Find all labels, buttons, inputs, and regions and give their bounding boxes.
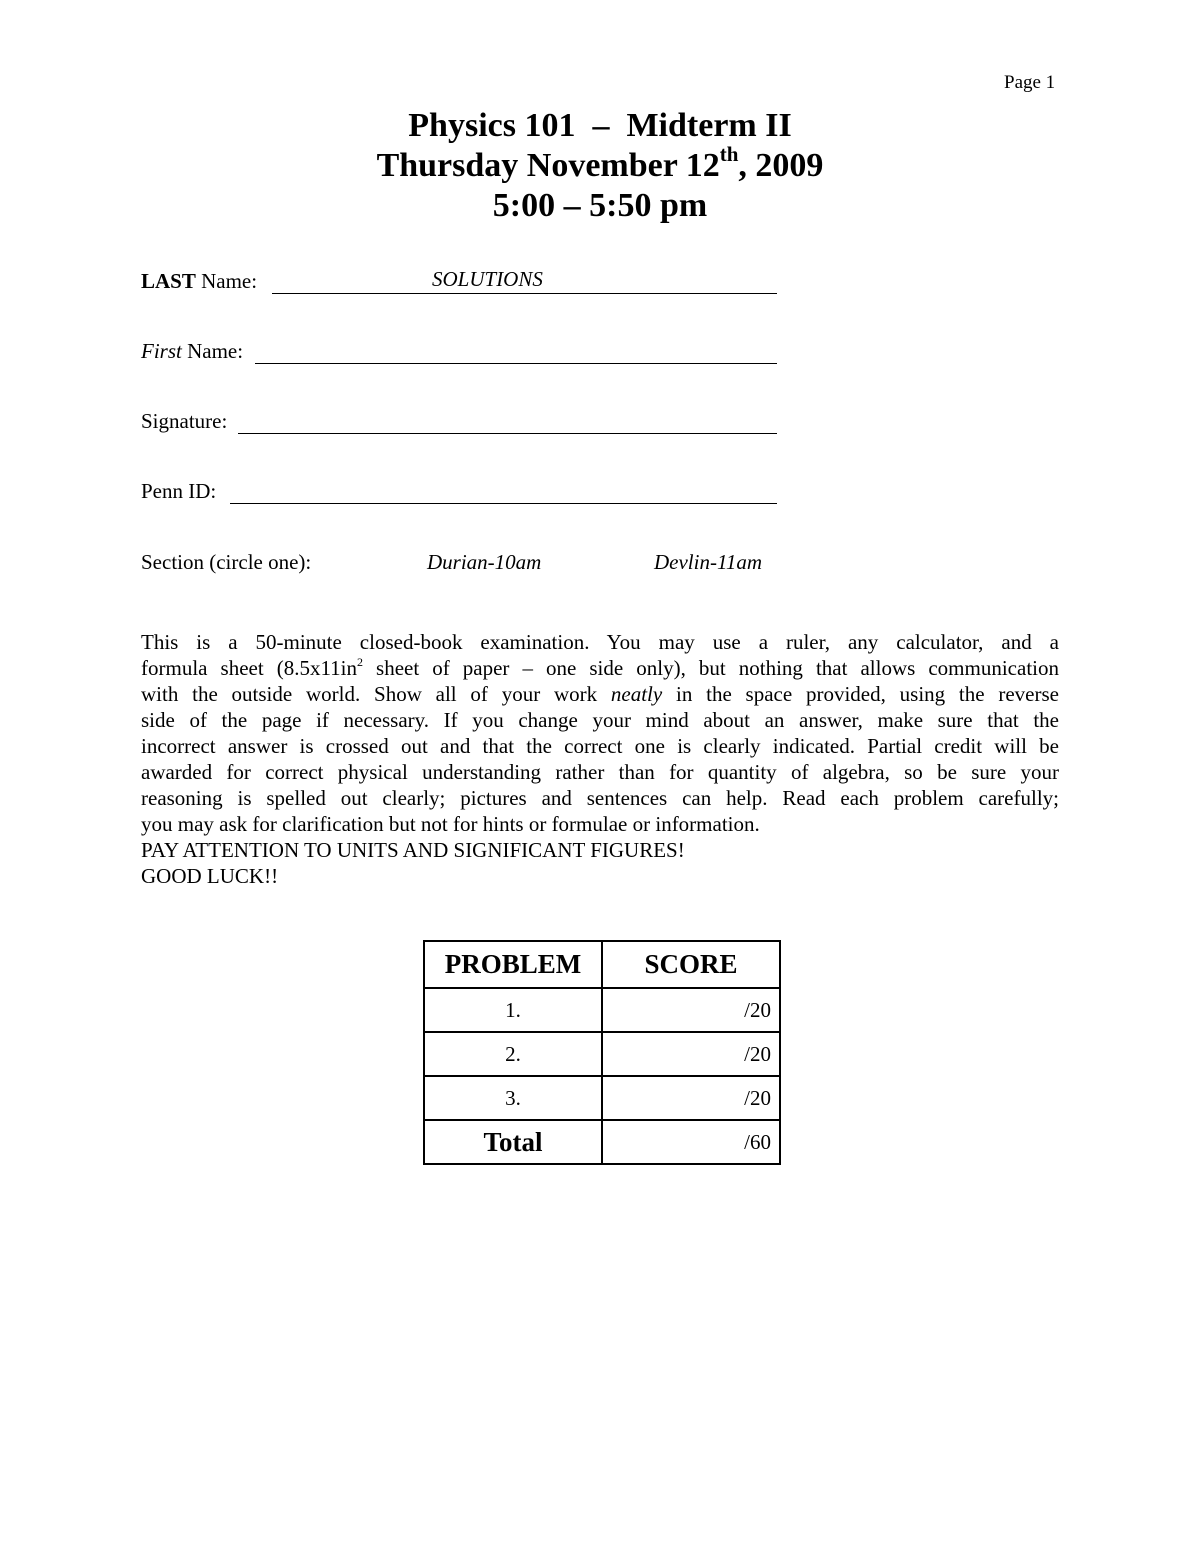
section-option-durian[interactable]: Durian-10am <box>427 550 542 574</box>
date-text: Thursday November 12 <box>376 147 720 184</box>
first-name-row <box>141 334 781 364</box>
problem-cell: 1. <box>424 988 602 1032</box>
score-table-header <box>424 941 780 988</box>
page-number: Page 1 <box>1004 72 1056 93</box>
first-name-label-rest: Name: <box>181 339 244 363</box>
instructions-line: PAY ATTENTION TO UNITS AND SIGNIFICANT FIGURES! <box>141 838 685 862</box>
table-row <box>424 988 780 1032</box>
instructions-line <box>141 655 1059 681</box>
score-table <box>423 940 781 1165</box>
instructions-line <box>141 681 1059 707</box>
signature-label: Signature: <box>141 409 228 433</box>
instructions-paragraph <box>141 629 1059 889</box>
penn-id-row <box>141 474 781 504</box>
instructions-text: sheet of paper – one side only), but nothing that allows communication <box>363 656 1059 680</box>
date-year: , 2009 <box>738 147 824 184</box>
last-name-label-rest: Name: <box>195 269 258 293</box>
signature-row <box>141 404 781 434</box>
section-option-devlin[interactable]: Devlin-11am <box>654 550 763 574</box>
section-label: Section (circle one): <box>141 550 312 574</box>
emphasis-text: neatly <box>610 682 663 706</box>
table-row <box>424 1032 780 1076</box>
last-name-label-bold: LAST <box>141 269 196 293</box>
problem-cell: 3. <box>424 1076 602 1120</box>
last-name-label <box>141 269 257 294</box>
instructions-line: reasoning is spelled out clearly; pictures and sentences can help. Read each problem carefully; <box>141 786 1059 810</box>
last-name-row <box>141 264 781 294</box>
title-line-date <box>0 142 1200 186</box>
penn-id-field[interactable] <box>230 475 777 504</box>
instructions-line: incorrect answer is crossed out and that the correct one is clearly indicated. Partial credit will be <box>141 734 1059 758</box>
first-name-field[interactable] <box>255 335 777 364</box>
instructions-text: with the outside world. Show all of your work <box>141 682 611 706</box>
signature-field[interactable] <box>238 405 777 434</box>
header-problem: PROBLEM <box>424 941 602 988</box>
total-label: Total <box>424 1120 602 1164</box>
title-line-time: 5:00 – 5:50 pm <box>492 187 708 224</box>
instructions-line: This is a 50-minute closed-book examination. You may use a ruler, any calculator, and a <box>141 630 1059 654</box>
table-row <box>424 1076 780 1120</box>
instructions-line: you may ask for clarification but not for hints or formulae or information. <box>141 812 760 836</box>
first-name-label <box>141 339 243 364</box>
title-line-course: Physics 101 – Midterm II <box>408 107 792 144</box>
instructions-line: awarded for correct physical understanding rather than for quantity of algebra, so be sure your <box>141 760 1059 784</box>
score-cell[interactable]: /20 <box>602 1032 780 1076</box>
section-row <box>141 550 841 578</box>
date-suffix: th <box>719 142 739 166</box>
instructions-line: side of the page if necessary. If you change your mind about an answer, make sure that the <box>141 708 1059 732</box>
problem-cell: 2. <box>424 1032 602 1076</box>
last-name-value: SOLUTIONS <box>432 267 543 291</box>
instructions-text: in the space provided, using the reverse <box>662 682 1059 706</box>
first-name-label-italic: First <box>141 339 182 363</box>
score-cell[interactable]: /20 <box>602 988 780 1032</box>
total-score-cell[interactable]: /60 <box>602 1120 780 1164</box>
instructions-line: GOOD LUCK!! <box>141 864 279 888</box>
score-cell[interactable]: /20 <box>602 1076 780 1120</box>
instructions-text: formula sheet (8.5x11in <box>141 656 358 680</box>
penn-id-label: Penn ID: <box>141 479 217 503</box>
exam-title <box>0 106 1200 226</box>
superscript: 2 <box>357 655 364 669</box>
header-score: SCORE <box>602 941 780 988</box>
total-row <box>424 1120 780 1164</box>
